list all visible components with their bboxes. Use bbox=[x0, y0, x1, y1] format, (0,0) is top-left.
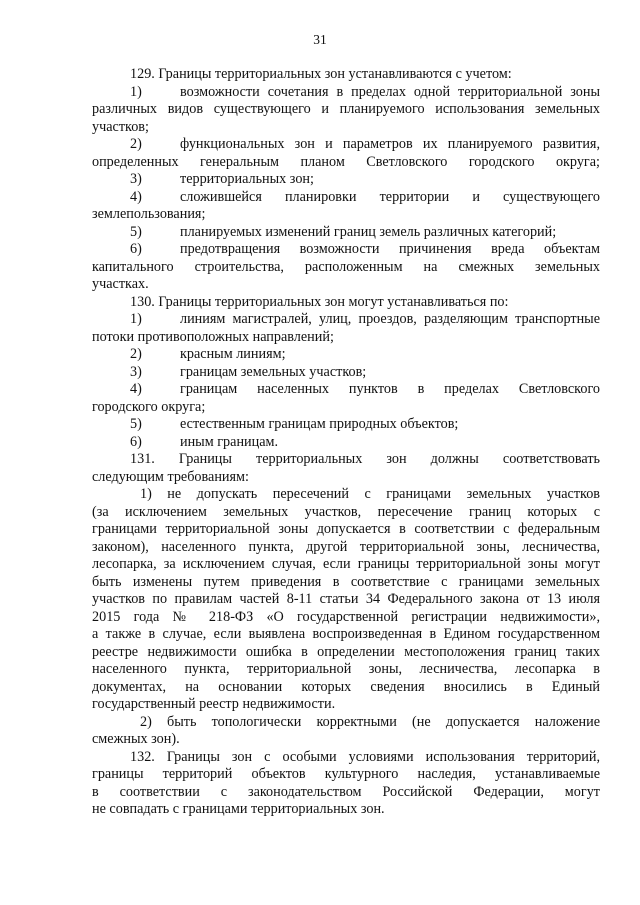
item-number: 2) bbox=[130, 346, 142, 362]
text-line: законом), населенного пункта, другой территориальной зоны, лесничества, bbox=[92, 538, 600, 555]
page-number: 31 bbox=[313, 32, 327, 47]
item-number: 1) bbox=[130, 83, 142, 100]
text-line: населенного пункта, территориальной зоны, лесничества, лесопарка в bbox=[92, 661, 600, 677]
text-line: границами территориальной зоны допускается в соответствии с федеральным bbox=[92, 521, 600, 537]
text-line: участков по правилам частей 8-11 статьи 34 Федерального закона от 13 июля bbox=[92, 591, 600, 607]
item-number: 1) bbox=[130, 311, 142, 327]
item-text: границам земельных участков; bbox=[180, 363, 367, 380]
text-line: потоки противоположных направлений; bbox=[92, 328, 334, 345]
list-item bbox=[92, 416, 600, 434]
text-line: быть изменены путем приведения в соответствие с границами земельных bbox=[92, 573, 600, 590]
item-number: 4) bbox=[130, 381, 142, 397]
list-item: 1) не допускать пересечений с границами земельных участков bbox=[140, 486, 600, 502]
text-line: государственный реестр недвижимости. bbox=[92, 696, 336, 712]
list-item bbox=[92, 84, 600, 102]
list-item bbox=[92, 189, 600, 207]
item-text: территориальных зон; bbox=[180, 171, 314, 187]
paragraph-129-heading: 129. Границы территориальных зон устанавливаются с учетом: bbox=[130, 66, 512, 82]
text-line: следующим требованиям: bbox=[92, 468, 249, 485]
text-line: участков; bbox=[92, 118, 149, 135]
item-text: линиям магистралей, улиц, проездов, разделяющим транспортные bbox=[180, 311, 600, 327]
text-line: а также в случае, если выявлена воспроизведенная в Едином государственном bbox=[92, 626, 600, 642]
item-text: естественным границам природных объектов; bbox=[180, 416, 459, 432]
list-item: 2) быть топологически корректными (не допускается наложение bbox=[140, 713, 600, 730]
text-line: лесопарка, за исключением случая, если границы территориальной зоны могут bbox=[92, 556, 600, 572]
item-number: 6) bbox=[130, 241, 142, 257]
item-text: иным границам. bbox=[180, 433, 279, 450]
text-line: не совпадать с границами территориальных зон. bbox=[92, 801, 385, 817]
list-item bbox=[92, 311, 600, 329]
item-number: 3) bbox=[130, 171, 142, 187]
text-line: городского округа; bbox=[92, 398, 206, 415]
text-line: 2015 года № 218-ФЗ «О государственной регистрации недвижимости», bbox=[92, 608, 600, 625]
text-line: в соответствии с законодательством Российской Федерации, могут bbox=[92, 783, 600, 800]
item-number: 6) bbox=[130, 433, 142, 450]
list-item bbox=[92, 136, 600, 154]
item-text: красным линиям; bbox=[180, 346, 286, 362]
text-line: определенных генеральным планом Светловского городского округа; bbox=[92, 153, 600, 170]
list-item bbox=[92, 364, 600, 382]
item-number: 3) bbox=[130, 363, 142, 380]
paragraph-130-heading: 130. Границы территориальных зон могут устанавливаться по: bbox=[130, 293, 509, 310]
item-number: 5) bbox=[130, 223, 142, 240]
text-line: смежных зон). bbox=[92, 731, 180, 747]
item-text: границам населенных пунктов в пределах Светловского bbox=[180, 381, 600, 397]
text-line: границы территорий объектов культурного наследия, устанавливаемые bbox=[92, 766, 600, 782]
item-text: планируемых изменений границ земель различных категорий; bbox=[180, 223, 557, 240]
text-line: (за исключением земельных участков, пересечение границ которых с bbox=[92, 503, 600, 520]
item-text: предотвращения возможности причинения вреда объектам bbox=[180, 241, 600, 257]
list-item bbox=[92, 224, 600, 242]
item-text: функциональных зон и параметров их планируемого развития, bbox=[180, 136, 600, 152]
text-line: различных видов существующего и планируемого использования земельных bbox=[92, 101, 600, 117]
document-body bbox=[92, 66, 600, 819]
list-item bbox=[92, 346, 600, 364]
text-line: землепользования; bbox=[92, 206, 206, 222]
list-item bbox=[92, 434, 600, 452]
item-text: возможности сочетания в пределах одной территориальной зоны bbox=[180, 83, 600, 100]
list-item bbox=[92, 171, 600, 189]
item-number: 2) bbox=[130, 136, 142, 152]
text-line: участках. bbox=[92, 276, 149, 292]
item-number: 5) bbox=[130, 416, 142, 432]
item-number: 4) bbox=[130, 188, 142, 205]
list-item bbox=[92, 381, 600, 399]
item-text: сложившейся планировки территории и существующего bbox=[180, 188, 600, 205]
text-line: документах, на основании которых сведения вносились в Единый bbox=[92, 678, 600, 695]
list-item bbox=[92, 241, 600, 259]
text-line: капитального строительства, расположенным на смежных земельных bbox=[92, 258, 600, 275]
text-line: реестре недвижимости ошибка в определении местоположения границ таких bbox=[92, 643, 600, 660]
paragraph-132-heading: 132. Границы зон с особыми условиями использования территорий, bbox=[130, 748, 600, 765]
paragraph-131-heading: 131. Границы территориальных зон должны соответствовать bbox=[130, 451, 600, 467]
